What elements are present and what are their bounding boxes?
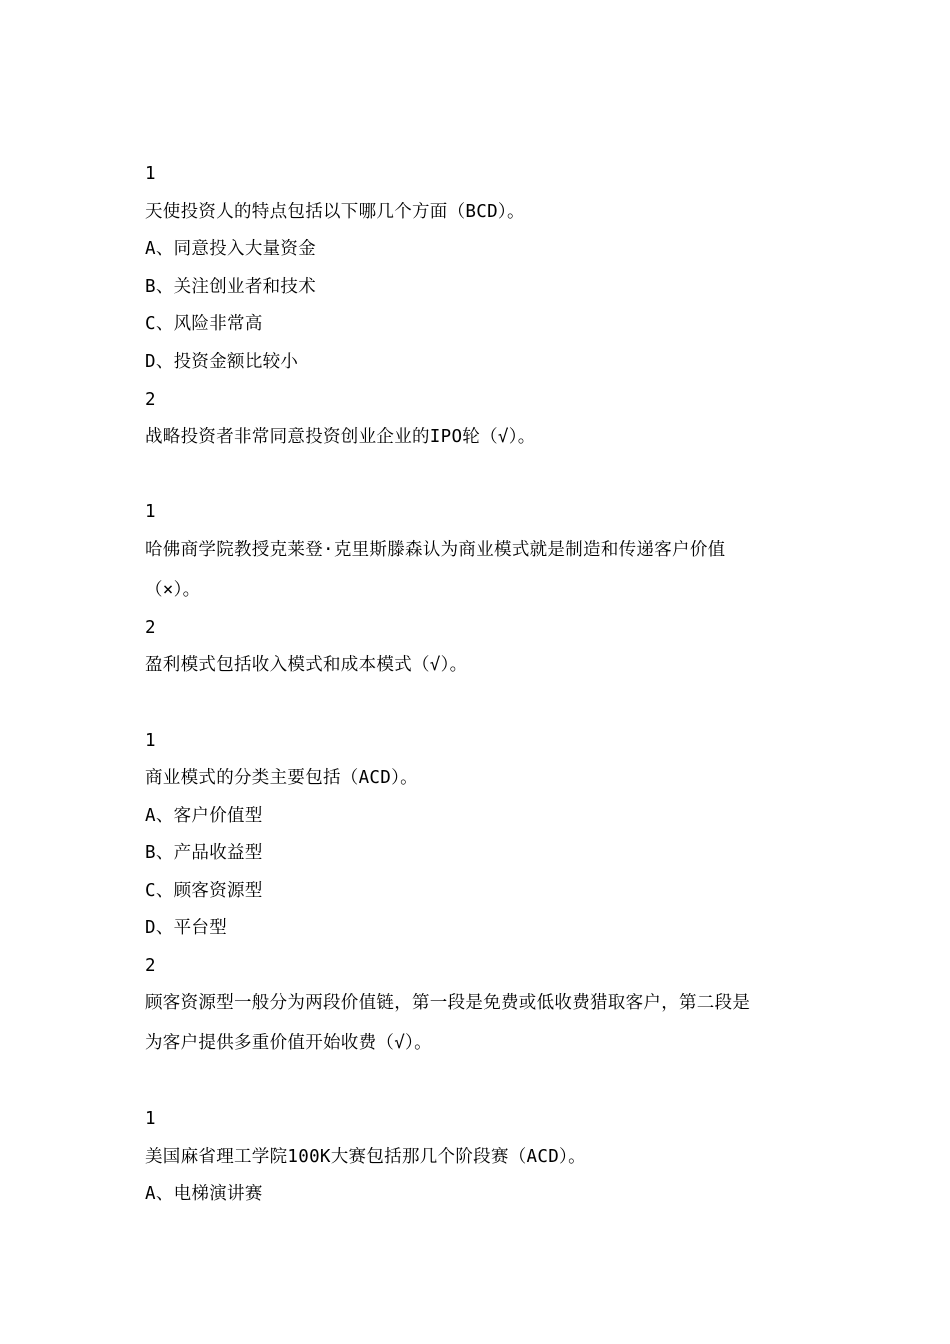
question-number: 2: [145, 618, 156, 638]
question-text: 美国麻省理工学院100K大赛包括那几个阶段赛（ACD）。: [145, 1147, 586, 1167]
option-b: B、产品收益型: [145, 843, 263, 863]
question-number: 2: [145, 390, 156, 410]
question-text-line2: （×）。: [145, 580, 201, 600]
question-number: 1: [145, 1109, 156, 1129]
question-text: 天使投资人的特点包括以下哪几个方面（BCD）。: [145, 202, 525, 222]
option-c: C、风险非常高: [145, 314, 263, 334]
question-text-line1: 顾客资源型一般分为两段价值链，第一段是免费或低收费猎取客户，第二段是: [145, 993, 751, 1013]
question-number: 1: [145, 164, 156, 184]
option-d: D、投资金额比较小: [145, 352, 299, 372]
option-a: A、电梯演讲赛: [145, 1184, 263, 1204]
question-number: 2: [145, 956, 156, 976]
option-a: A、客户价值型: [145, 806, 263, 826]
option-c: C、顾客资源型: [145, 881, 263, 901]
question-text: 战略投资者非常同意投资创业企业的IPO轮（√）。: [145, 427, 536, 447]
question-text-line1: 哈佛商学院教授克莱登·克里斯滕森认为商业模式就是制造和传递客户价值: [145, 540, 726, 560]
option-d: D、平台型: [145, 918, 228, 938]
question-number: 1: [145, 731, 156, 751]
question-text-line2: 为客户提供多重价值开始收费（√）。: [145, 1033, 432, 1053]
question-number: 1: [145, 502, 156, 522]
question-text: 盈利模式包括收入模式和成本模式（√）。: [145, 655, 468, 675]
option-b: B、关注创业者和技术: [145, 277, 317, 297]
question-text: 商业模式的分类主要包括（ACD）。: [145, 768, 418, 788]
option-a: A、同意投入大量资金: [145, 239, 317, 259]
